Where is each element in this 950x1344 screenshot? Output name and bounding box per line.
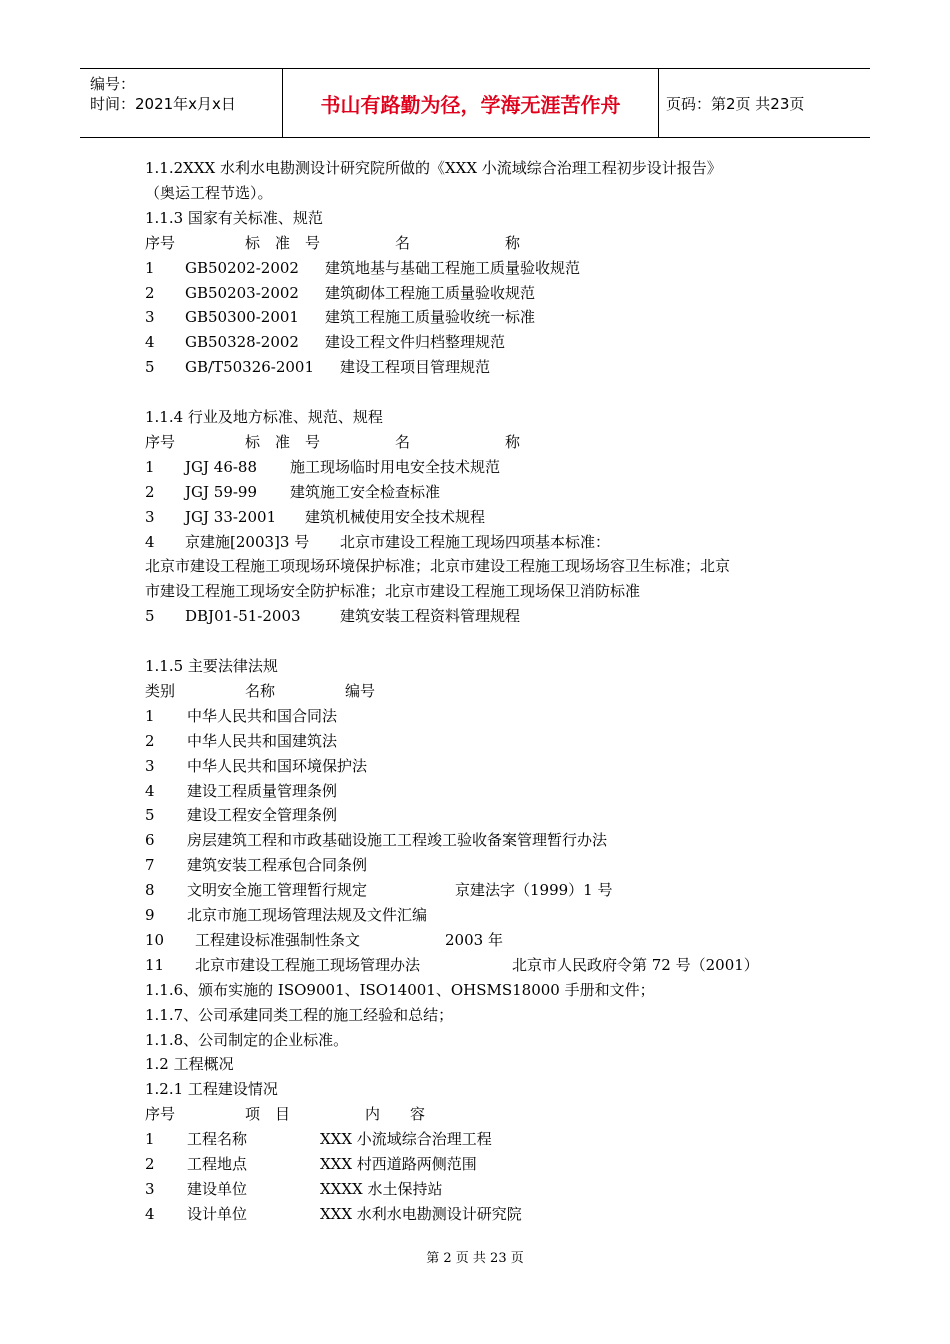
table-cell: 建筑机械使用安全技术规程 [305,507,486,526]
table-cell: 4 [145,532,155,551]
table-cell: 6 [145,831,155,850]
table-cell: 2 [145,283,155,302]
table-cell: GB50300-2001 [185,308,299,327]
table-cell: 3 [145,1179,155,1198]
page-indicator: 页码：第2页 共23页 [666,94,805,113]
table-cell: 3 [145,756,155,775]
text-line: 1.1.5 主要法律法规 [145,657,278,675]
table-cell: 1 [145,706,155,725]
table-cell: 2003 年 [445,930,503,949]
table-cell: 称 [505,432,521,451]
table-cell: 内 容 [365,1105,426,1124]
table-cell: 5 [145,358,155,377]
table-cell: 3 [145,507,155,526]
table-cell: 京建法字（1999）1 号 [455,881,613,900]
table-cell: 建设单位 [187,1179,248,1198]
table-cell: 标 准 号 [245,432,321,451]
table-cell: 序号 [145,233,176,252]
table-cell: 建筑地基与基础工程施工质量验收规范 [325,258,581,277]
table-cell: 标 准 号 [245,233,321,252]
table-cell: 建筑砌体工程施工质量验收规范 [325,283,536,302]
table-cell: GB50203-2002 [185,283,299,302]
table-cell: XXX 水利水电勘测设计研究院 [320,1204,522,1223]
text-line: 1.1.6、颁布实施的 ISO9001、ISO14001、OHSMS18000 手册和文件； [145,980,655,999]
table-cell: 序号 [145,1105,176,1124]
table-cell: 9 [145,906,155,924]
doc-time-label: 时间：2021年x月x日 [90,95,236,113]
text-line: 1.1.7、公司承建同类工程的施工经验和总结； [145,1005,454,1024]
table-cell: 北京市施工现场管理法规及文件汇编 [187,906,428,924]
table-cell: 5 [145,806,155,825]
table-cell: 北京市人民政府令第 72 号（2001） [512,955,759,974]
table-cell: 2 [145,731,155,750]
table-cell: 建设工程质量管理条例 [187,781,338,800]
table-cell: 设计单位 [187,1204,248,1223]
table-cell: 建设工程安全管理条例 [187,806,338,825]
text-line: 1.1.3 国家有关标准、规范 [145,208,323,227]
table-cell: XXX 小流域综合治理工程 [320,1130,492,1149]
text-line: 1.2.1 工程建设情况 [145,1080,278,1099]
table-cell: 项 目 [245,1105,291,1124]
table-cell: 5 [145,607,155,626]
table-cell: 中华人民共和国环境保护法 [187,756,368,775]
table-cell: 2 [145,1155,155,1173]
table-cell: 房层建筑工程和市政基础设施工工程竣工验收备案管理暂行办法 [187,831,608,850]
table-cell: 建筑工程施工质量验收统一标准 [325,308,536,327]
table-cell: 1 [145,258,155,277]
table-cell: 称 [505,233,521,252]
text-line: 北京市建设工程施工项现场环境保护标准；北京市建设工程施工现场场容卫生标准；北京 [145,557,731,576]
table-cell: 7 [145,856,155,875]
table-cell: 序号 [145,432,176,451]
page-footer: 第 2 页 共 23 页 [426,1251,524,1266]
table-cell: 4 [145,1204,155,1223]
table-cell: 工程名称 [187,1130,248,1149]
table-cell: GB50202-2002 [185,258,299,277]
table-cell: 中华人民共和国建筑法 [187,731,338,750]
table-cell: 建设工程文件归档整理规范 [325,333,506,352]
table-cell: 3 [145,308,155,327]
table-cell: DBJ01-51-2003 [185,607,301,626]
table-cell: 1 [145,1130,155,1149]
table-cell: 工程建设标准强制性条文 [195,930,361,949]
table-cell: JGJ 46-88 [185,457,258,476]
page-header [80,68,870,138]
table-cell: 建设工程项目管理规范 [340,358,491,377]
table-cell: 8 [145,881,155,900]
text-line: （奥运工程节选）。 [145,183,273,202]
table-cell: 建筑安装工程资料管理规程 [340,607,521,626]
table-cell: 10 [145,930,165,949]
table-cell: JGJ 59-99 [185,482,258,501]
table-cell: 名 [395,432,411,451]
table-cell: 1 [145,457,155,476]
table-cell: 名称 [245,681,276,700]
table-cell: 北京市建设工程施工现场四项基本标准： [340,532,611,551]
table-cell: 11 [145,955,165,974]
table-cell: XXXX 水土保持站 [320,1179,443,1198]
text-line: 1.1.2XXX 水利水电勘测设计研究院所做的《XXX 小流域综合治理工程初步设计报告》 [145,159,722,177]
table-cell: GB50328-2002 [185,333,299,352]
table-cell: 北京市建设工程施工现场管理办法 [195,955,421,974]
table-cell: 建筑安装工程承包合同条例 [187,856,368,875]
header-page [658,69,870,137]
table-cell: 编号 [345,681,376,700]
table-cell: 工程地点 [187,1155,248,1173]
table-cell: GB/T50326-2001 [185,358,315,377]
table-cell: 京建施[2003]3 号 [185,532,310,551]
table-cell: 2 [145,482,155,501]
text-line: 1.1.8、公司制定的企业标准。 [145,1030,349,1049]
table-cell: JGJ 33-2001 [185,507,277,526]
doc-number-label: 编号： [90,75,136,93]
text-line: 1.1.4 行业及地方标准、规范、规程 [145,408,383,426]
header-motto: 书山有路勤为径，学海无涯苦作舟 [282,69,659,137]
table-cell: XXX 村西道路两侧范围 [320,1155,477,1173]
text-line: 1.2 工程概况 [145,1055,234,1074]
table-cell: 类别 [145,681,176,700]
table-cell: 建筑施工安全检查标准 [290,482,441,501]
table-cell: 中华人民共和国合同法 [187,706,338,725]
table-cell: 文明安全施工管理暂行规定 [187,881,368,900]
table-cell: 4 [145,333,155,352]
text-line: 市建设工程施工现场安全防护标准；北京市建设工程施工现场保卫消防标准 [145,582,641,601]
table-cell: 4 [145,781,155,800]
table-cell: 名 [395,233,411,252]
table-cell: 施工现场临时用电安全技术规范 [290,457,501,476]
header-meta [80,69,282,137]
